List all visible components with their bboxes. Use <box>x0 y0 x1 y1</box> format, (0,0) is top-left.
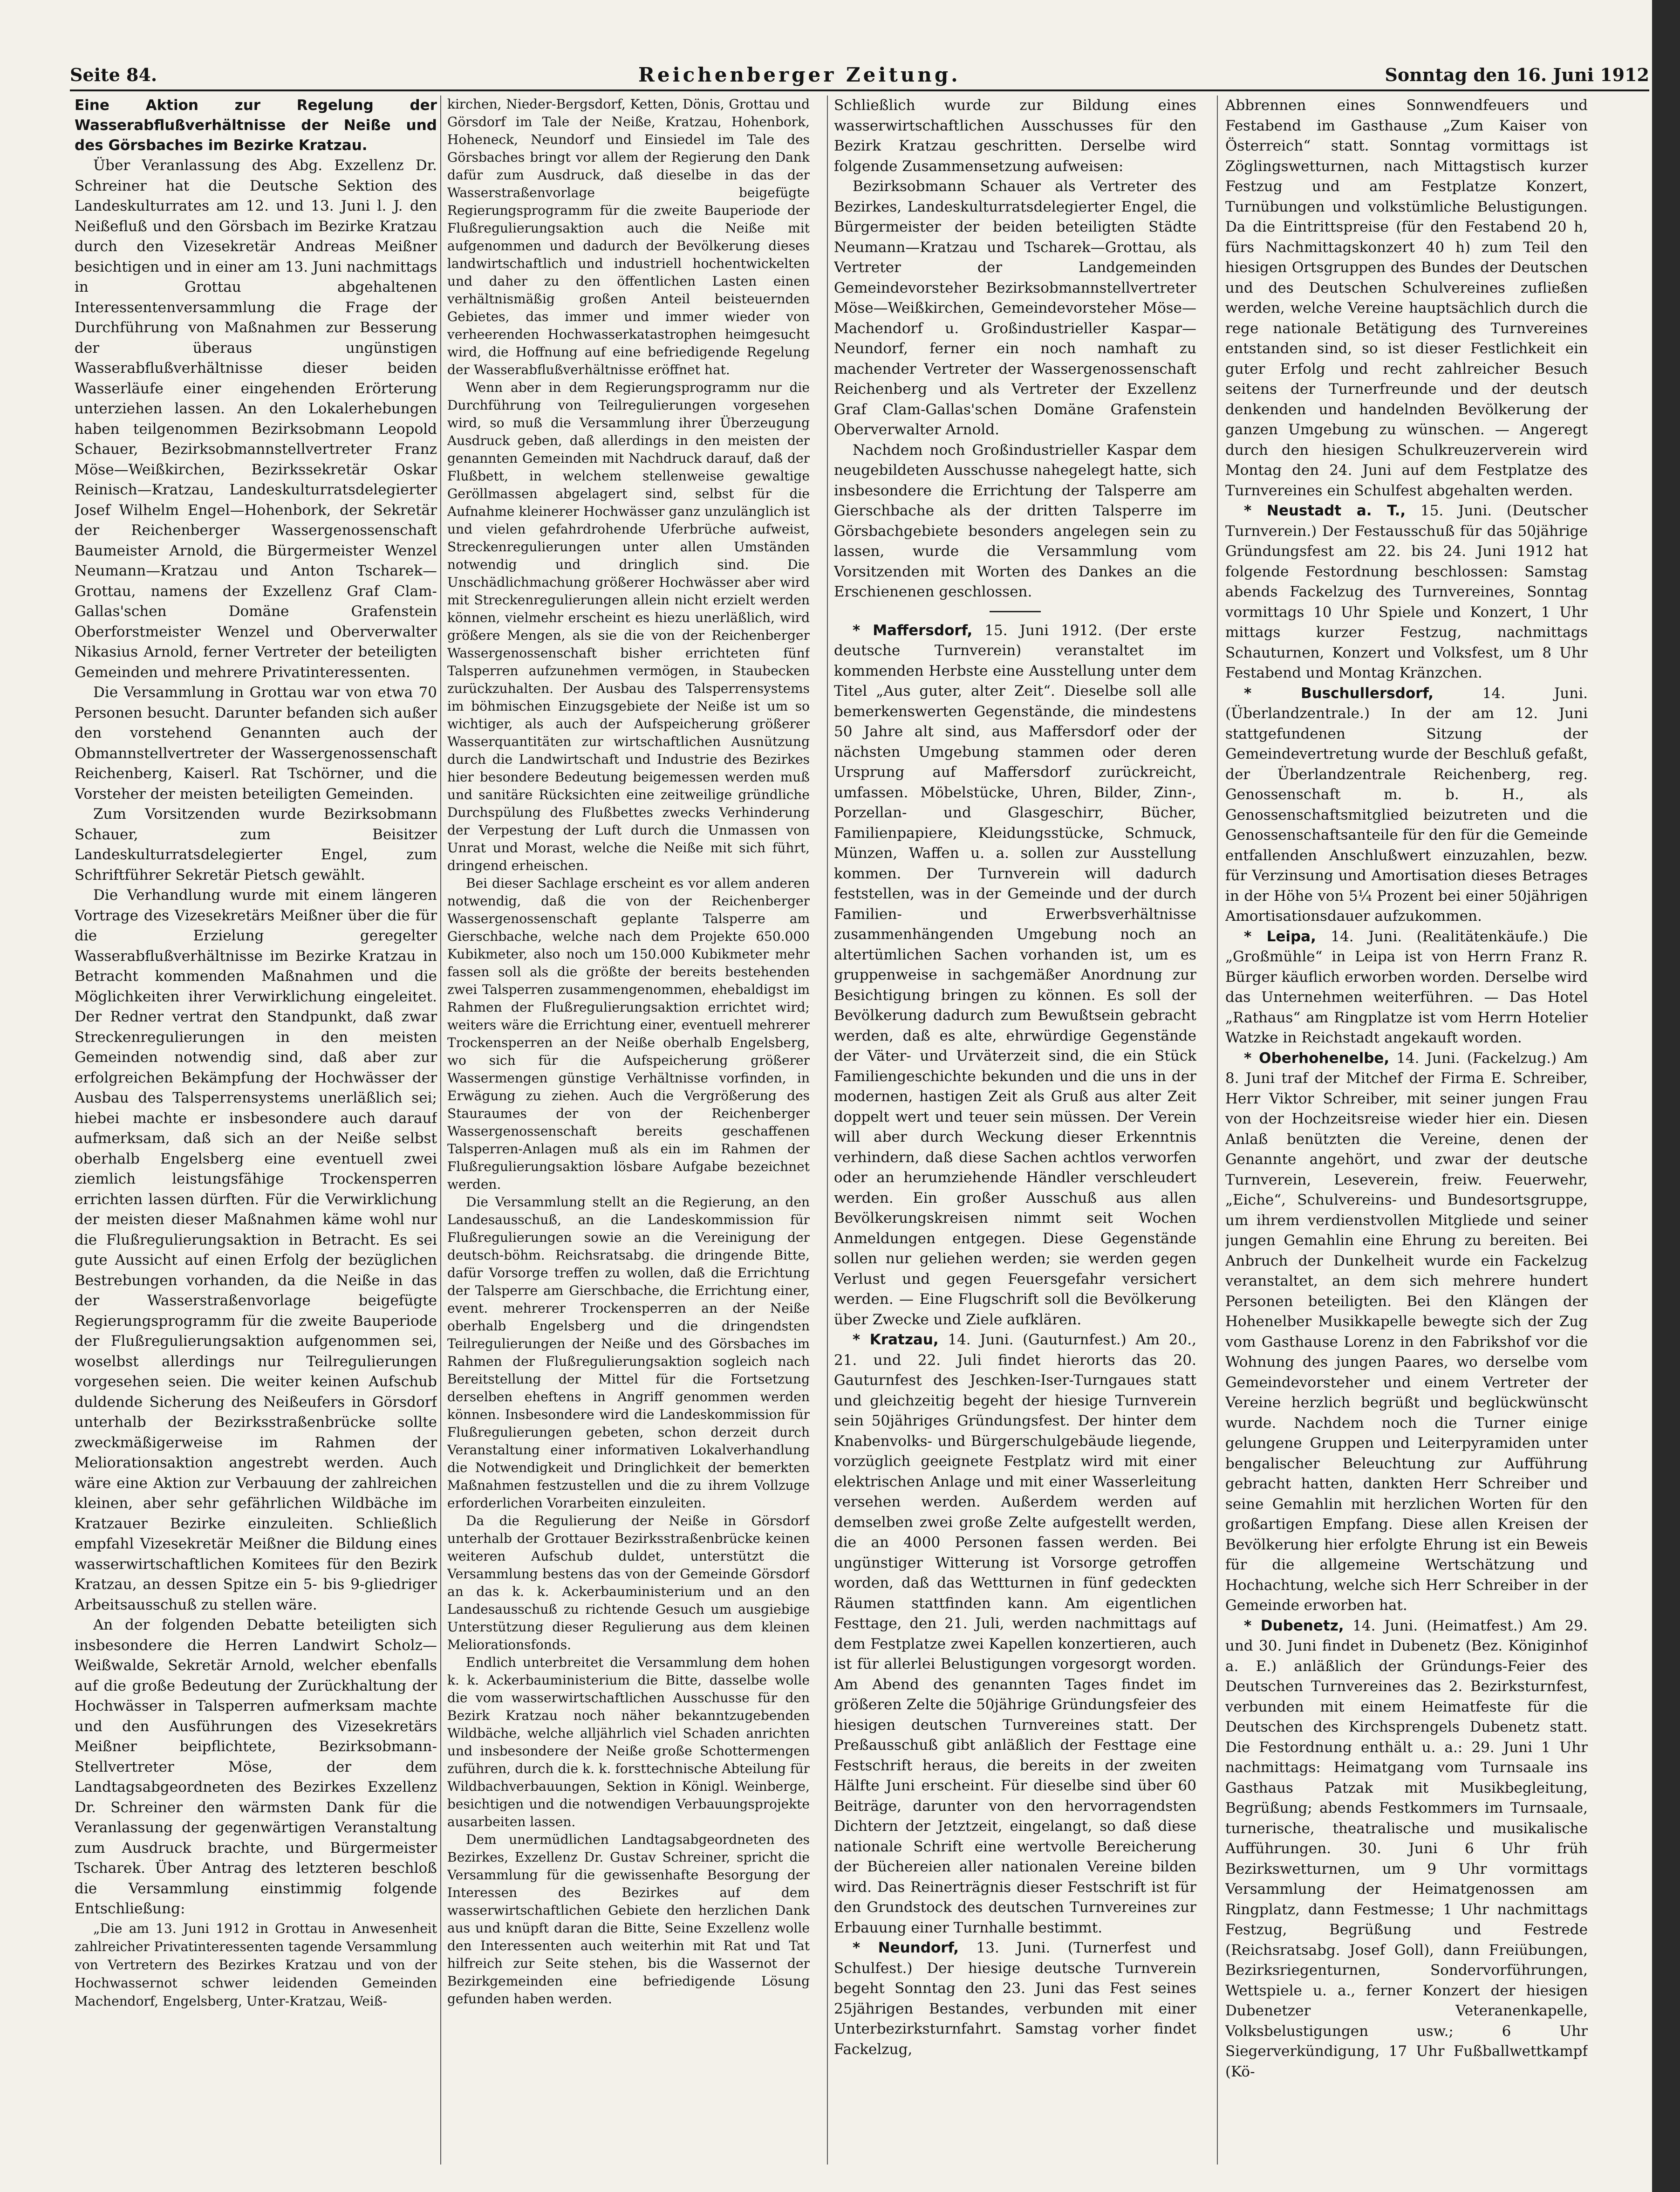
paragraph: Wenn aber in dem Regierungsprogramm nur die Durchführung von Teilregulierungen vorgesehen wird, so muß die Versammlung ihrer Überzeugung Ausdruck geben, daß allerdings in den meisten der genannten Gemeinden mit Nachdruck darauf, daß der Flußbett, in welchem stellenweise gewaltige Geröllmassen abgelagert sind, selbst für die Aufnahme kleinerer Hochwässer ganz unzulänglich ist und vielen gefahrdrohende Uferbrüche aufweist, Streckenregulierungen unter allen Umständen notwendig und dringlich sind. Die Unschädlichmachung größerer Hochwässer aber wird mit Streckenregulierungen allein nicht erzielt werden können, vielmehr erscheint es hiezu unerläßlich, wird größere Mengen, als sie die von der Reichenberger Wassergenossenschaft bisher errichteten fünf Talsperren aufzunehmen vermögen, in Staubecken zurückzuhalten. Der Ausbau des Talsperrensystems im böhmischen Einzugsgebiete der Neiße ist um so wichtiger, als auch der Aufspeicherung größerer Wasserquantitäten zur wirtschaftlichen Ausnützung durch die Landwirtschaft und Industrie des Bezirkes hier besondere Bedeutung beigemessen werden muß und sanitäre Rücksichten eine zeitweilige gründliche Durchspülung des Flußbettes zwecks Verhinderung der Verpestung der Luft durch die Unmassen von Unrat und Morast, welche die Neiße mit sich führt, dringend erheischen. <box>447 380 810 873</box>
newspaper-title: Reichenberger Zeitung. <box>638 63 961 86</box>
news-text: 13. Juni. (Turnerfest und Schulfest.) Der hiesige deutsche Turnverein begeht Sonntag den 23. Juni das Fest seines 25jährigen Bestandes, verbunden mit einer Unterbezirksturnfahrt. Samstag vorher findet Fackelzug, <box>834 1939 1196 2058</box>
news-item <box>834 621 1196 1330</box>
column-4 <box>1225 96 1588 2165</box>
column-2 <box>447 96 810 2165</box>
news-place: * Oberhohenelbe, <box>1244 1049 1390 1067</box>
news-item <box>1225 684 1588 927</box>
issue-date: Sonntag den 16. Juni 1912 <box>1385 64 1649 85</box>
paragraph: Die Verhandlung wurde mit einem längeren Vortrage des Vizesekretärs Meißner über die für die Erzielung geregelter Wasserabflußverhältnisse im Bezirke Kratzau in Betracht kommenden Maßnahmen und die Möglichkeiten ihrer Verwirklichung eingeleitet. Der Redner vertrat den Standpunkt, daß zwar Streckenregulierungen in den meisten Gemeinden notwendig sind, daß aber zur erfolgreichen Bekämpfung der Hochwässer der Ausbau des Talsperrensystems unerläßlich sei; hiebei machte er insbesondere auch darauf aufmerksam, daß sich an der Neiße selbst oberhalb Engelsberg eine eventuell zwei ziemlich leistungsfähige Trockensperren errichten lassen dürften. Für die Verwirklichung der meisten dieser Maßnahmen käme wohl nur die Flußregulierungsaktion in Betracht. Es sei gute Aussicht auf einen Erfolg der bezüglichen Bestrebungen vorhanden, da die Neiße in das der Wasserstraßenvorlage beigefügte Regierungsprogramm für die zweite Bauperiode der Flußregulierungsaktion aufgenommen sei, woselbst allerdings nur Teilregulierungen vorgesehen seien. Die weiter keinen Aufschub duldende Sicherung des Neißeufers in Görsdorf unterhalb der Bezirksstraßenbrücke sollte zweckmäßigerweise im Rahmen der Meliorationsaktion angestrebt werden. Auch wäre eine Aktion zur Verbauung der zahlreichen kleinen, aber sehr gefährlichen Wildbäche im Kratzauer Bezirke einzuleiten. Schließlich empfahl Vizesekretär Meißner die Bildung eines wasserwirtschaftlichen Komitees für den Bezirk Kratzau, an dessen Spitze ein 5- bis 9-gliedriger Arbeitsausschuß zu stellen wäre. <box>75 887 437 1613</box>
paragraph: Nachdem noch Großindustrieller Kaspar dem neugebildeten Ausschusse nahegelegt hatte, sich insbesondere die Errichtung der Talsperre am Gierschbache als der dritten Talsperre im Görsbachgebiete besonders angelegen sein zu lassen, wurde die Versammlung vom Vorsitzenden mit Worten des Dankes an die Erschienenen geschlossen. <box>834 441 1196 600</box>
news-place: * Leipa, <box>1244 928 1316 945</box>
news-item <box>834 1330 1196 1938</box>
news-text: 15. Juni. (Deutscher Turnverein.) Der Festausschuß für das 50jährige Gründungsfest am 22. bis 24. Juni 1912 hat folgende Festordnung beschlossen: Samstag abends Fackelzug des Turnvereines, Sonntag vormittags 10 Uhr Spiele und Konzert, 1 Uhr mittags kurzer Festzug, nachmittags Schauturnen, Konzert und Volksfest, um 8 Uhr Festabend und Montag Kränzchen. <box>1225 502 1588 681</box>
news-item <box>1225 1048 1588 1616</box>
scan-edge <box>1652 0 1680 2192</box>
column-divider <box>440 96 441 2165</box>
paragraph: Endlich unterbreitet die Versammlung dem hohen k. k. Ackerbauministerium die Bitte, dasselbe wolle die vom wasserwirtschaftlichen Ausschusse für den Bezirk Kratzau noch näher bekanntzugebenden Wildbäche, welche alljährlich viel Schaden anrichten und insbesondere der Neiße große Schottermengen zuführen, durch die k. k. forsttechnische Abteilung für Wildbachverbauungen, Sektion in Königl. Weinberge, besichtigen und die notwendigen Verbauungsprojekte ausarbeiten lassen. <box>447 1655 810 1829</box>
news-text: 14. Juni. (Gauturnfest.) Am 20., 21. und 22. Juli findet hierorts das 20. Gauturnfest des Jeschken-Iser-Turngaues statt und gleichzeitig begeht der hiesige Turnverein sein 50jähriges Gründungsfest. Der hinter dem Knabenvolks- und Bürgerschulgebäude liegende, vorzüglich geeignete Festplatz wird mit einer elektrischen Anlage und mit einer Wasserleitung versehen werden. Außerdem werden auf demselben zwei große Zelte aufgestellt werden, die an 4000 Personen fassen werden. Bei ungünstiger Witterung ist Vorsorge getroffen worden, daß das Wettturnen in fünf gedeckten Räumen stattfinden kann. Am eigentlichen Festtage, den 21. Juli, werden nachmittags auf dem Festplatze zwei Kapellen konzertieren, auch ist für allerlei Belustigungen vorgesorgt worden. Am Abend des genannten Tages findet im größeren Zelte die 50jährige Gründungsfeier des hiesigen deutschen Turnvereines statt. Der Preßausschuß gibt anläßlich der Festtage eine Festschrift heraus, die bereits in der zweiten Hälfte Juni erscheint. Für dieselbe sind über 60 Beiträge, darunter von den hervorragendsten Dichtern der Jetztzeit, eingelangt, so daß diese nationale Schrift eine wertvolle Bereicherung der Büchereien aller nationalen Vereine bilden wird. Das Reinerträgnis dieser Festschrift ist für den Grundstock des deutschen Turnvereines zur Erbauung einer Turnhalle bestimmt. <box>834 1331 1196 1936</box>
paragraph: Bei dieser Sachlage erscheint es vor allem anderen notwendig, daß die von der Reichenberger Wassergenossenschaft geplante Talsperre am Gierschbache, welche nach dem Projekte 650.000 Kubikmeter, also noch um 150.000 Kubikmeter mehr fassen soll als die größte der bereits bestehenden zwei Talsperren zusammengenommen, ehebaldigst im Rahmen der Flußregulierungsaktion errichtet wird; weiters wäre die Errichtung einer, eventuell mehrerer Trockensperren an der Neiße oberhalb Engelsberg, wo sich für die Aufspeicherung größerer Wassermengen günstige Verhältnisse vorfinden, in Erwägung zu ziehen. Auch die Vergrößerung des Stauraumes der von der Reichenberger Wassergenossenschaft bereits geschaffenen Talsperren-Anlagen muß als ein im Rahmen der Flußregulierungsaktion lösbare Aufgabe bezeichnet werden. <box>447 876 810 1192</box>
news-place: * Neustadt a. T., <box>1244 502 1406 519</box>
news-item <box>1225 927 1588 1048</box>
resolution-quote: „Die am 13. Juni 1912 in Grottau in Anwesenheit zahlreicher Privatinteressenten tagende Versammlung von Vertretern des Bezirkes Kratzau und von der Hochwassernot schwer leidenden Gemeinden Machendorf, Engelsberg, Unter-Kratzau, Weiß- <box>75 1920 437 2009</box>
column-3 <box>834 96 1196 2165</box>
news-text: 14. Juni. (Heimatfest.) Am 29. und 30. Juni findet in Dubenetz (Bez. Königinhof a. E.) anläßlich der Gründungs-Feier des Deutschen Turnvereines das 2. Bezirksturnfest, verbunden mit einem Heimatfeste für die Deutschen des Kirchsprengels Dubenetz statt. Die Festordnung enthält u. a.: 29. Juni 1 Uhr nachmittags: Heimatgang vom Turnsaale ins Gasthaus Patzak mit Musikbegleitung, Begrüßung; abends Festkommers im Turnsaale, turnerische, theatralische und musikalische Aufführungen. 30. Juni 6 Uhr früh Bezirkswetturnen, um 9 Uhr vormittags Versammlung der Heimatgenossen am Ringplatz, dann Festmesse; 1 Uhr nachmittags Festzug, Begrüßung und Festrede (Reichsratsabg. Josef Goll), dann Freiübungen, Bezirksriegenturnen, Sondervorführungen, Wettspiele u. a., ferner Konzert der hiesigen Dubenetzer Veteranenkapelle, Volksbelustigungen usw.; 6 Uhr Siegerverkündigung, 17 Uhr Fußballwettkampf (Kö- <box>1225 1617 1588 2080</box>
paragraph: Die Versammlung stellt an die Regierung, an den Landesausschuß, an die Landeskommission für Flußregulierungen sowie an die Vereinigung der deutsch-böhm. Reichsratsabg. die dringende Bitte, dafür Vorsorge treffen zu wollen, daß die Errichtung der Talsperre am Gierschbache, die Errichtung einer, event. mehrerer Trockensperren an der Neiße oberhalb Engelsberg und die dringendsten Teilregulierungen der Neiße und des Görsbaches im Rahmen der Flußregulierungsaktion sogleich nach Bereitstellung der Mittel für die Fortsetzung derselben eheftens in Angriff genommen werden können. Insbesondere wird die Landeskommission für Flußregulierungen gebeten, schon derzeit durch Veranstaltung einer informativen Lokalverhandlung die Notwendigkeit und Dringlichkeit der bemerkten Maßnahmen festzustellen und die zu ihrem Vollzuge erforderlichen Vorarbeiten einzuleiten. <box>447 1194 810 1511</box>
news-text: 14. Juni. (Realitätenkäufe.) Die „Großmühle“ in Leipa ist von Herrn Franz R. Bürger käuflich erworben worden. Derselbe wird das Unternehmen weiterführen. — Das Hotel „Rathaus“ am Ringplatze ist vom Herrn Hotelier Watzke in Reichstadt angekauft worden. <box>1225 928 1588 1046</box>
page-number: Seite 84. <box>70 64 157 85</box>
header-rule <box>70 89 1649 91</box>
news-place: * Buschullersdorf, <box>1244 685 1434 702</box>
news-item <box>1225 501 1588 684</box>
paragraph: Da die Regulierung der Neiße in Görsdorf unterhalb der Grottauer Bezirksstraßenbrücke keinen weiteren Aufschub duldet, unterstützt die Versammlung bestens das von der Gemeinde Görsdorf an das k. k. Ackerbauministerium und an den Landesausschuß zu richtende Gesuch um ausgiebige Unterstützung dieser Regulierung aus dem kleinen Meliorationsfonds. <box>447 1513 810 1652</box>
news-item <box>1225 1616 1588 2082</box>
news-place: * Dubenetz, <box>1244 1617 1344 1634</box>
article-heading: Eine Aktion zur Regelung der Wasserabflußverhältnisse der Neiße und des Görsbaches im Bezirke Kratzau. <box>75 97 437 154</box>
page-header <box>70 60 1649 92</box>
paragraph: kirchen, Nieder-Bergsdorf, Ketten, Dönis, Grottau und Görsdorf im Tale der Neiße, Kratzau, Hohenbork, Hoheneck, Neundorf und Einsiedel im Tale des Görsbaches bringt vor allem der Regierung den Dank dafür zum Ausdruck, daß dieselbe in das der Wasserstraßenvorlage beigefügte Regierungsprogramm für die zweite Bauperiode der Flußregulierungsaktion auch die Neiße mit aufgenommen und dadurch der Bevölkerung dieses landwirtschaftlich und industriell hochentwickelten und daher zu den öffentlichen Lasten einen verhältnismäßig großen Anteil beisteuernden Gebietes, das immer und immer wieder von verheerenden Hochwasserkatastrophen heimgesucht wird, die Hoffnung auf eine befriedigende Regelung der Wasserabflußverhältnisse eröffnet hat. <box>447 96 810 377</box>
paragraph: An der folgenden Debatte beteiligten sich insbesondere die Herren Landwirt Scholz—Weißwalde, Sekretär Arnold, welcher ebenfalls auf die große Bedeutung der Zurückhaltung der Hochwässer in Talsperren aufmerksam machte und den Ausführungen des Vizesekretärs Meißner beipflichtete, Bezirksobmann-Stellvertreter Möse, der dem Landtagsabgeordneten des Bezirkes Exzellenz Dr. Schreiner den wärmsten Dank für die Veranlassung der gegenwärtigen Veranstaltung zum Ausdruck brachte, und Bürgermeister Tscharek. Über Antrag des letzteren beschloß die Versammlung einstimmig folgende Entschließung: <box>75 1617 437 1917</box>
news-text: 14. Juni. (Überlandzentrale.) In der am 12. Juni stattgefundenen Sitzung der Gemeindevertretung wurde der Beschluß gefaßt, der Überlandzentrale Reichenberg, reg. Genossenschaft m. b. H., als Genossenschaftsmitglied beizutreten und die Genossenschaftsanteile für den für die Gemeinde entfallenden Anschlußwert einzuzahlen, bezw. für Verzinsung und Amortisation dieses Betrages in der Höhe von 5¼ Prozent bei einer 50jährigen Amortisationsdauer aufzukommen. <box>1225 685 1588 925</box>
column-divider <box>827 96 828 2165</box>
paragraph: Schließlich wurde zur Bildung eines wasserwirtschaftlichen Ausschusses für den Bezirk Kratzau geschritten. Derselbe wird folgende Zusammensetzung aufweisen: <box>834 97 1196 175</box>
paragraph: Abbrennen eines Sonnwendfeuers und Festabend im Gasthause „Zum Kaiser von Österreich“ statt. Sonntag vormittags ist Zöglingswetturnen, nach Mittagstisch kurzer Festzug und am Festplatze Konzert, Turnübungen und volkstümliche Belustigungen. Da die Eintrittspreise (für den Festabend 20 h, fürs Nachmittagskonzert 40 h) zum Teil den hiesigen Ortsgruppen des Bundes der Deutschen und des Deutschen Schulvereines zufließen werden, welche Vereine hauptsächlich durch die rege nationale Betätigung des Turnvereines entstanden sind, so ist dieser Festlichkeit ein guter Erfolg und recht zahlreicher Besuch seitens der Turnerfreunde und der deutsch denkenden und handelnden Bevölkerung der ganzen Umgebung zu wünschen. — Angeregt durch den hiesigen Schulkreuzerverein wird Montag den 24. Juni auf dem Festplatze des Turnvereines ein Schulfest abgehalten werden. <box>1225 97 1588 499</box>
paragraph: Bezirksobmann Schauer als Vertreter des Bezirkes, Landeskulturratsdelegierter Engel, die Bürgermeister der beiden beteiligten Städte Neumann—Kratzau und Tscharek—Grottau, als Vertreter der Landgemeinden Gemeindevorsteher Bezirksobmannstellvertreter Möse—Weißkirchen, Gemeindevorsteher Möse—Machendorf u. Großindustrieller Kaspar—Neundorf, ferner ein noch namhaft zu machender Vertreter der Wassergenossenschaft Reichenberg und als Vertreter der Exzellenz Graf Clam-Gallas'schen Domäne Grafenstein Oberverwalter Arnold. <box>834 178 1196 438</box>
column-1 <box>75 96 437 2165</box>
paragraph: Dem unermüdlichen Landtagsabgeordneten des Bezirkes, Exzellenz Dr. Gustav Schreiner, spricht die Versammlung für die gewissenhafte Besorgung der Interessen des Bezirkes auf dem wasserwirtschaftlichen Gebiete den herzlichen Dank aus und knüpft daran die Bitte, Seine Exzellenz wolle den Interessenten auch weiterhin mit Rat und Tat hilfreich zur Seite stehen, bis die Wassernot der Bezirkgemeinden eine befriedigende Lösung gefunden haben werden. <box>447 1832 810 2007</box>
news-item <box>834 1938 1196 2060</box>
paragraph: Zum Vorsitzenden wurde Bezirksobmann Schauer, zum Beisitzer Landeskulturratsdelegierter Engel, zum Schriftführer Sekretär Pietsch gewählt. <box>75 806 437 884</box>
column-divider <box>1217 96 1218 2165</box>
paragraph: Über Veranlassung des Abg. Exzellenz Dr. Schreiner hat die Deutsche Sektion des Landeskulturrates am 12. und 13. Juni l. J. den Neißefluß und den Görsbach im Bezirke Kratzau durch den Vizesekretär Andreas Meißner besichtigen und in einer am 13. Juni nachmittags in Grottau abgehaltenen Interessentenversammlung die Frage der Durchführung von Maßnahmen zur Besserung der überaus ungünstigen Wasserabflußverhältnisse dieser beiden Wasserläufe einer eingehenden Erörterung unterziehen lassen. An den Lokalerhebungen haben teilgenommen Bezirksobmann Leopold Schauer, Bezirksobmannstellvertreter Franz Möse—Weißkirchen, Bezirkssekretär Oskar Reinisch—Kratzau, Landeskulturratsdelegierter Josef Wilhelm Engel—Hohenbork, der Sekretär der Reichenberger Wassergenossenschaft Baumeister Arnold, die Bürgermeister Wenzel Neumann—Kratzau und Anton Tscharek—Grottau, namens der Exzellenz Graf Clam-Gallas'schen Domäne Grafenstein Oberforstmeister Wenzel und Oberverwalter Nikasius Arnold, ferner Vertreter der beteiligten Gemeinden und mehrere Privatinteressenten. <box>75 157 437 681</box>
news-place: * Kratzau, <box>853 1331 939 1348</box>
paragraph: Die Versammlung in Grottau war von etwa 70 Personen besucht. Darunter befanden sich außer den vorstehend Genannten auch der Obmannstellvertreter der Wassergenossenschaft Reichenberg, Kaiserl. Rat Tschörner, und die Vorsteher der meisten beteiligten Gemeinden. <box>75 684 437 802</box>
news-place: * Neundorf, <box>853 1939 959 1956</box>
news-text: 14. Juni. (Fackelzug.) Am 8. Juni traf der Mitchef der Firma E. Schreiber, Herr Viktor Schreiber, mit seiner jungen Frau von der Hochzeitsreise wieder hier ein. Diesen Anlaß benützten die Vereine, denen der Genannte angehört, und zwar der deutsche Turnverein, Leseverein, freiw. Feuerwehr, „Eiche“, Schulvereins- und Bundesortsgruppe, um ihrem verdienstvollen Mitgliede und seiner jungen Gemahlin eine Ehrung zu bereiten. Bei Anbruch der Dunkelheit wurde ein Fackelzug veranstaltet, an dem sich mehrere hundert Personen beteiligten. Bei den Klängen der Hohenelber Musikkapelle bewegte sich der Zug vom Gasthause Lorenz in den Fabrikshof vor die Wohnung des jungen Paares, wo derselbe vom Gemeindevorsteher und einem Vertreter der Vereine herzlich begrüßt und beglückwünscht wurde. Nachdem noch die Turner einige gelungene Gruppen und Leiterpyramiden unter bengalischer Beleuchtung zur Aufführung gebracht hatten, dankten Herr Schreiber und seine Gemahlin mit herzlichen Worten für den großartigen Empfang. Diese allen Kreisen der Bevölkerung hier erfolgte Ehrung ist ein Beweis für die allgemeine Wertschätzung und Hochachtung, welche sich Herr Schreiber in der Gemeinde erworben hat. <box>1225 1049 1588 1614</box>
news-place: * Maffersdorf, <box>853 622 973 639</box>
section-divider <box>990 611 1041 612</box>
news-text: 15. Juni 1912. (Der erste deutsche Turnverein) veranstaltet im kommenden Herbste eine Ausstellung unter dem Titel „Aus guter, alter Zeit“. Dieselbe soll alle bemerkenswerten Gegenstände, die mindestens 50 Jahre alt sind, aus Maffersdorf oder der nächsten Umgebung stammen oder deren Ursprung auf Maffersdorf zurückreicht, umfassen. Möbelstücke, Uhren, Bilder, Zinn-, Porzellan- und Glasgeschirr, Bücher, Familienpapiere, Kleidungsstücke, Schmuck, Münzen, Waffen u. a. sollen zur Ausstellung kommen. Der Turnverein will dadurch feststellen, was in der Gemeinde und der durch Familien- und Erwerbsverhältnisse zusammenhängenden Umgebung noch an altertümlichen Sachen vorhanden ist, um es gruppenweise in sachgemäßer Anordnung zur Besichtigung bringen zu können. Es soll der Bevölkerung dadurch zum Bewußtsein gebracht werden, daß es alte, ehrwürdige Gegenstände der Väter- und Urväterzeit sind, die ein Stück Familiengeschichte bekunden und die uns in der modernen, hastigen Zeit als Gruß aus alter Zeit doppelt wert und teuer sein müssen. Der Verein will aber durch Weckung dieser Erkenntnis verhindern, daß diese Sachen achtlos verworfen oder an herumziehende Händler verschleudert werden. Ein großer Ausschuß aus allen Bevölkerungskreisen nimmt seit Wochen Anmeldungen entgegen. Diese Gegenstände sollen nur geliehen werden; sie werden gegen Verlust und gegen Feuersgefahr versichert werden. — Eine Flugschrift soll die Bevölkerung über Zwecke und Ziele aufklären. <box>834 622 1196 1328</box>
